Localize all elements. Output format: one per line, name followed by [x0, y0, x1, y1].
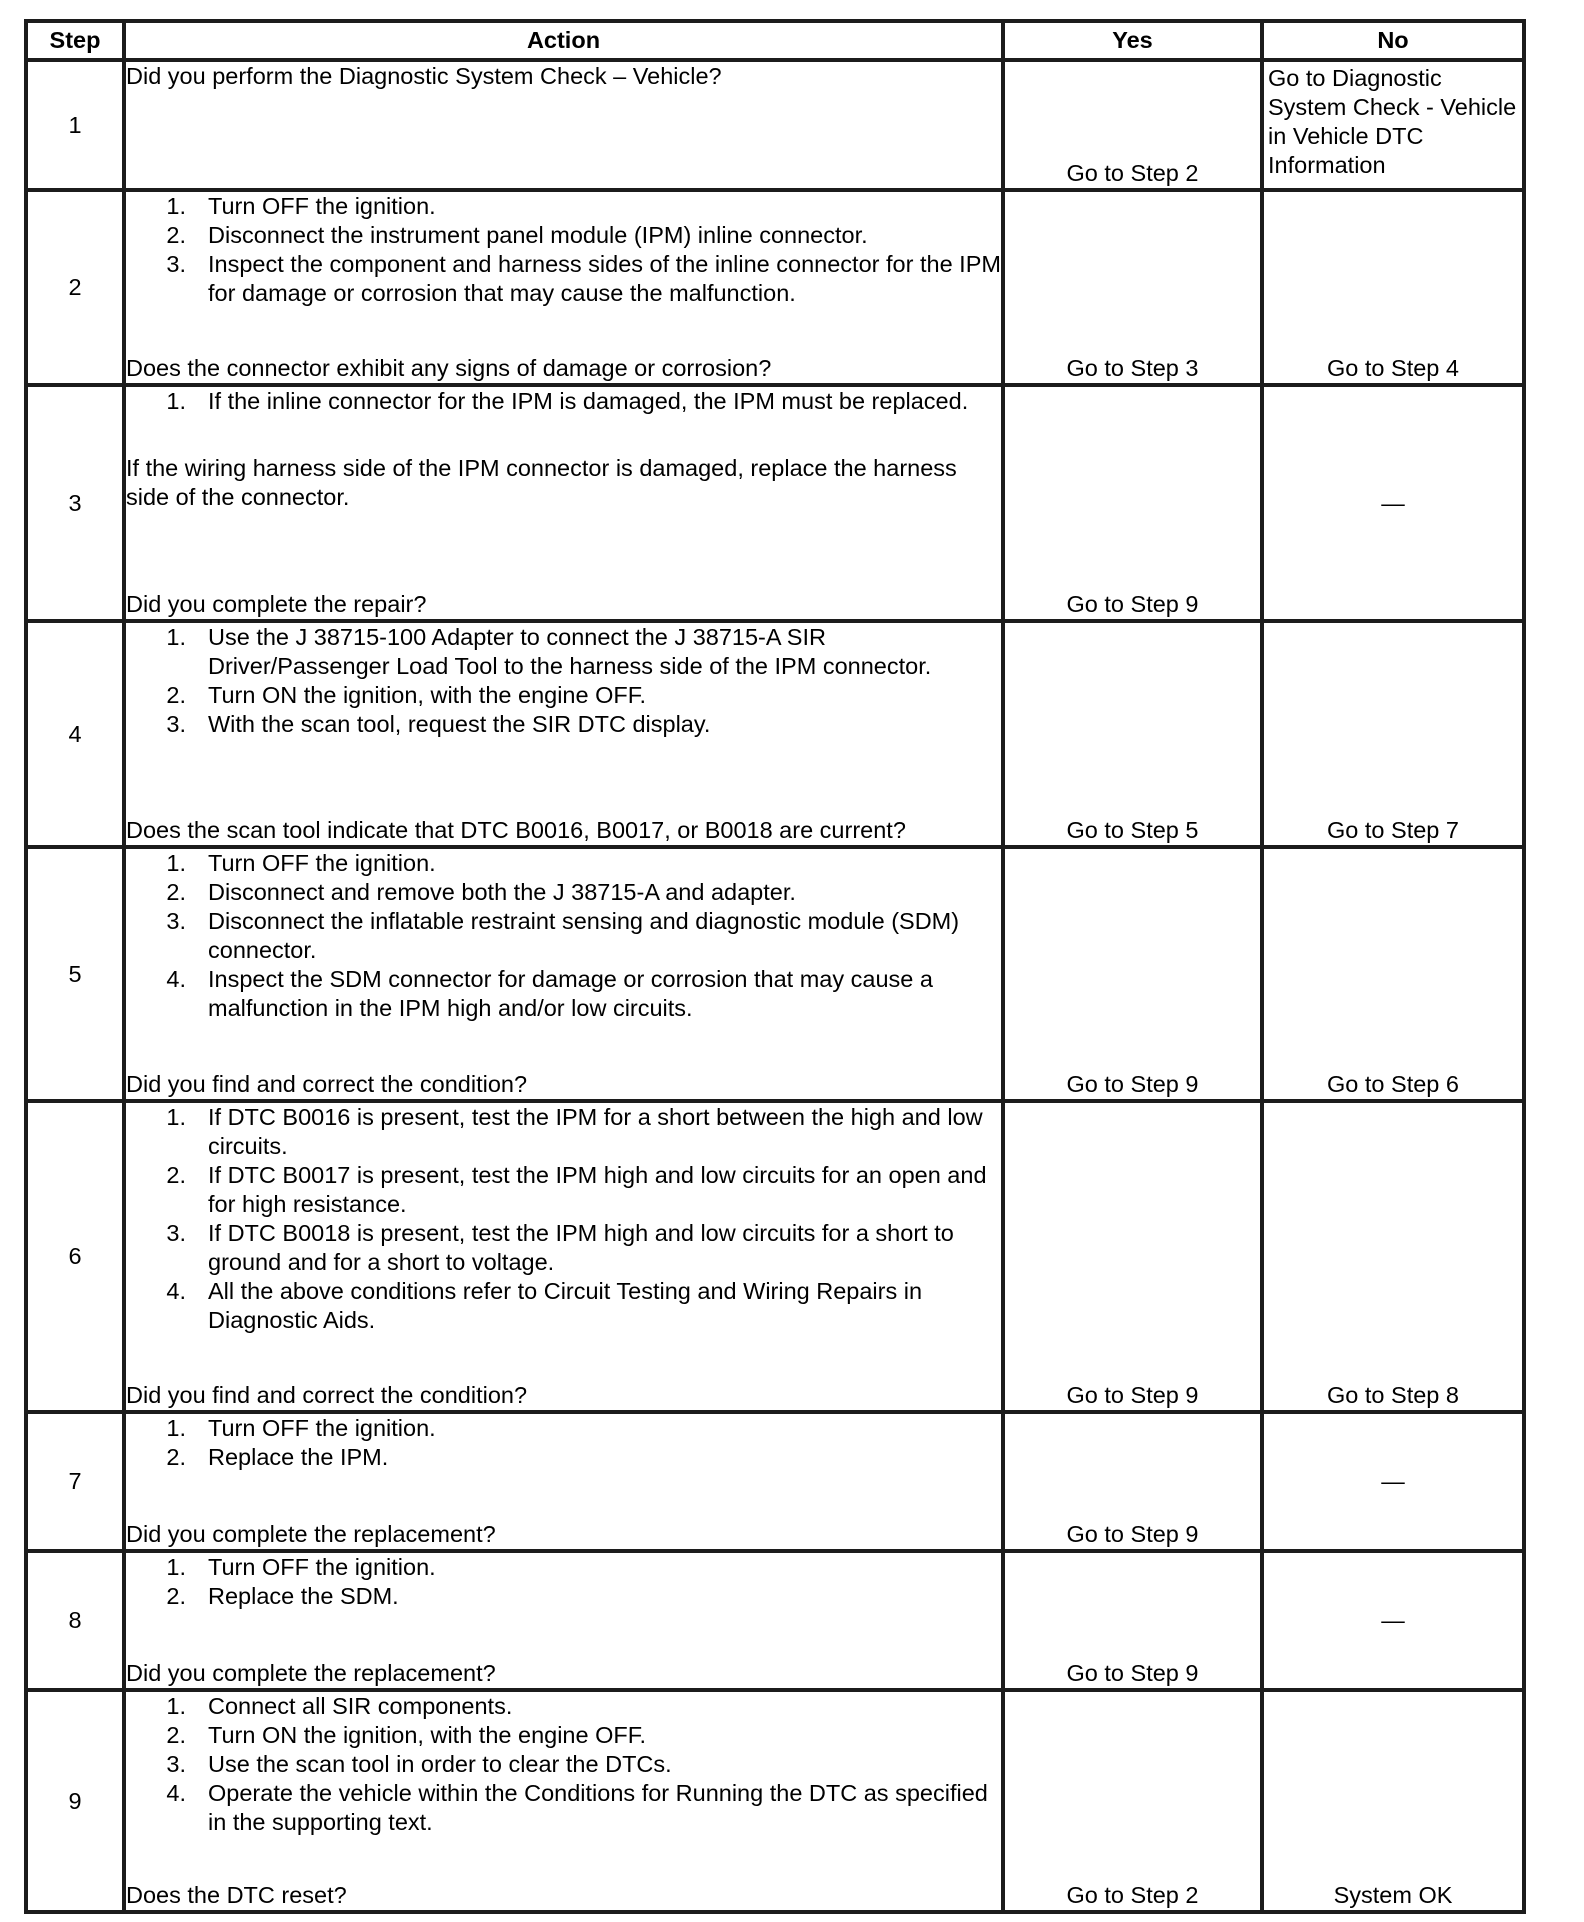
yes-result: Go to Step 2: [1003, 60, 1262, 190]
list-item: 1. Turn OFF the ignition.: [166, 1415, 436, 1441]
list-item: 3. Inspect the component and harness sides of the inline connector for the IPM for damage or corrosion that may cause the malfunction.: [166, 251, 1001, 306]
list-item: 2. Replace the SDM.: [166, 1583, 399, 1609]
action-cell: [124, 1101, 1003, 1412]
list-item: 1. Turn OFF the ignition.: [166, 193, 436, 219]
list-item: 1. Connect all SIR components.: [166, 1693, 513, 1719]
header-no: No: [1262, 21, 1524, 60]
question-text: Did you complete the repair?: [126, 591, 427, 617]
action-cell: [124, 385, 1003, 621]
table-row: [26, 1551, 1524, 1690]
header-yes: Yes: [1003, 21, 1262, 60]
note-text: If the wiring harness side of the IPM connector is damaged, replace the harness side of the connector.: [126, 455, 957, 510]
list-item: 4. Operate the vehicle within the Conditions for Running the DTC as specified in the supporting text.: [166, 1780, 988, 1835]
step-number: 8: [26, 1551, 124, 1690]
list-item: 2. If DTC B0017 is present, test the IPM high and low circuits for an open and for high resistance.: [166, 1162, 987, 1217]
list-item: 2. Replace the IPM.: [166, 1444, 389, 1470]
procedure-list: [126, 849, 1001, 1023]
list-item: 4. Inspect the SDM connector for damage or corrosion that may cause a malfunction in the IPM high and/or low circuits.: [166, 966, 933, 1021]
question-text: Did you find and correct the condition?: [126, 1382, 528, 1408]
procedure-list: [126, 1414, 1001, 1472]
no-result: Go to Step 6: [1262, 847, 1524, 1101]
list-item: 1. Turn OFF the ignition.: [166, 850, 436, 876]
action-cell: [124, 1551, 1003, 1690]
procedure-list: [126, 1103, 1001, 1335]
table-row: [26, 1101, 1524, 1412]
list-item: 3. If DTC B0018 is present, test the IPM high and low circuits for a short to ground and for a short to voltage.: [166, 1220, 954, 1275]
step-number: 2: [26, 190, 124, 385]
no-result: Go to Step 8: [1262, 1101, 1524, 1412]
no-result: —: [1262, 1412, 1524, 1551]
list-item: 2. Disconnect the instrument panel module (IPM) inline connector.: [166, 222, 868, 248]
no-result: Go to Step 7: [1262, 621, 1524, 847]
yes-result: Go to Step 9: [1003, 1551, 1262, 1690]
procedure-list: [126, 1553, 1001, 1611]
table-row: [26, 1412, 1524, 1551]
action-cell: [124, 621, 1003, 847]
list-item: 1. Use the J 38715-100 Adapter to connect the J 38715-A SIR Driver/Passenger Load Tool to the harness side of the IPM connector.: [166, 624, 932, 679]
step-number: 4: [26, 621, 124, 847]
no-result: System OK: [1262, 1690, 1524, 1912]
procedure-list: [126, 1692, 1001, 1837]
list-item: 1. If DTC B0016 is present, test the IPM for a short between the high and low circuits.: [166, 1104, 983, 1159]
procedure-list: [126, 387, 1001, 416]
list-item: 1. Turn OFF the ignition.: [166, 1554, 436, 1580]
procedure-list: [126, 192, 1001, 308]
action-cell: [124, 847, 1003, 1101]
step-number: 1: [26, 60, 124, 190]
action-cell: [124, 190, 1003, 385]
table-row: [26, 190, 1524, 385]
table-row: [26, 385, 1524, 621]
table-row: [26, 847, 1524, 1101]
list-item: 1. If the inline connector for the IPM is damaged, the IPM must be replaced.: [166, 388, 969, 414]
yes-result: Go to Step 9: [1003, 1101, 1262, 1412]
no-result: Go to Step 4: [1262, 190, 1524, 385]
yes-result: Go to Step 9: [1003, 847, 1262, 1101]
yes-result: Go to Step 2: [1003, 1690, 1262, 1912]
yes-result: Go to Step 9: [1003, 385, 1262, 621]
step-number: 5: [26, 847, 124, 1101]
step-number: 6: [26, 1101, 124, 1412]
question-text: Did you complete the replacement?: [126, 1660, 496, 1686]
no-result: —: [1262, 1551, 1524, 1690]
list-item: 2. Turn ON the ignition, with the engine OFF.: [166, 1722, 647, 1748]
header-row: [26, 21, 1524, 60]
no-result: —: [1262, 385, 1524, 621]
list-item: 3. Use the scan tool in order to clear the DTCs.: [166, 1751, 672, 1777]
table-row: [26, 1690, 1524, 1912]
question-text: Did you find and correct the condition?: [126, 1071, 528, 1097]
yes-result: Go to Step 9: [1003, 1412, 1262, 1551]
action-cell: [124, 1412, 1003, 1551]
question-text: Does the connector exhibit any signs of damage or corrosion?: [126, 355, 772, 381]
action-cell: [124, 60, 1003, 190]
yes-result: Go to Step 5: [1003, 621, 1262, 847]
list-item: 4. All the above conditions refer to Circuit Testing and Wiring Repairs in Diagnostic Aids.: [166, 1278, 923, 1333]
question-text: Did you complete the replacement?: [126, 1521, 496, 1547]
step-number: 7: [26, 1412, 124, 1551]
yes-result: Go to Step 3: [1003, 190, 1262, 385]
list-item: 3. Disconnect the inflatable restraint sensing and diagnostic module (SDM) connector.: [166, 908, 960, 963]
question-text: Does the DTC reset?: [126, 1882, 347, 1908]
diagnostic-table: [24, 19, 1526, 1914]
no-result: Go to Diagnostic System Check - Vehicle in Vehicle DTC Information: [1262, 60, 1524, 190]
question-text: Did you perform the Diagnostic System Check – Vehicle?: [126, 63, 722, 89]
procedure-list: [126, 623, 1001, 739]
step-number: 3: [26, 385, 124, 621]
step-number: 9: [26, 1690, 124, 1912]
action-cell: [124, 1690, 1003, 1912]
list-item: 2. Turn ON the ignition, with the engine OFF.: [166, 682, 647, 708]
list-item: 3. With the scan tool, request the SIR DTC display.: [166, 711, 711, 737]
table-row: [26, 60, 1524, 190]
question-text: Does the scan tool indicate that DTC B0016, B0017, or B0018 are current?: [126, 817, 906, 843]
header-action: Action: [124, 21, 1003, 60]
header-step: Step: [26, 21, 124, 60]
list-item: 2. Disconnect and remove both the J 38715-A and adapter.: [166, 879, 796, 905]
table-row: [26, 621, 1524, 847]
